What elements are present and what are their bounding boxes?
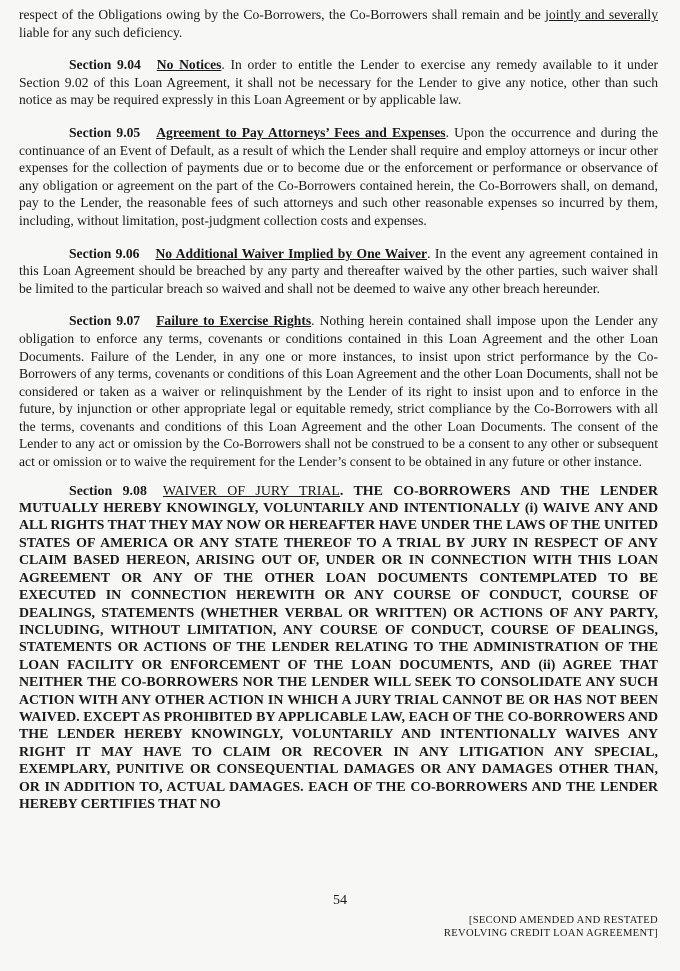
section-number: Section 9.08 <box>69 483 147 499</box>
section-body: . In order to entitle the Lender to exercise any remedy available to it under Section 9.02 of this Loan Agreement, it shall not be necessary for the Lender to give any notice, other than such notice as may be required expressly in this Loan Agreement or by applicable law. <box>19 57 659 108</box>
section-9-08 <box>19 483 658 814</box>
intro-text: respect of the Obligations owing by the Co-Borrowers, the Co-Borrowers shall remain and be <box>19 7 546 22</box>
section-title: WAIVER OF JURY TRIAL <box>162 483 340 499</box>
section-9-07 <box>19 312 658 470</box>
section-number: Section 9.05 <box>69 124 141 140</box>
section-9-05 <box>19 124 658 230</box>
section-title: No Notices <box>156 57 222 73</box>
section-body: . Nothing herein contained shall impose upon the Lender any obligation to enforce any terms, covenants or conditions contained in this Loan Agreement and the other Loan Documents. Failure of the Lender, in any one or more instances, to insist upon strict performance by the Co-Borrowers of any terms, covenants or conditions of this Loan Agreement and the other Loan Documents, shall not be considered or taken as a waiver or relinquishment by the Lender of its right to insist upon and to enforce in the future, by injunction or other appropriate legal or equitable remedy, strict compliance by the Co-Borrowers with all the terms, covenants and conditions of this Loan Agreement and the other Loan Documents. The consent of the Lender to any act or omission by the Co-Borrowers shall not be construed to be a consent to any other or subsequent act or omission or to waive the requirement for the Lender’s consent to be obtained in any future or other instance. <box>19 313 658 470</box>
document-footer <box>444 914 658 940</box>
section-title: No Additional Waiver Implied by One Waiver <box>155 245 428 261</box>
jointly-severally-phrase: jointly and severally <box>545 7 658 22</box>
footer-line-1: [SECOND AMENDED AND RESTATED <box>468 915 658 926</box>
section-number: Section 9.04 <box>69 57 141 73</box>
intro-text-end: liable for any such deficiency. <box>19 24 183 40</box>
section-body: . THE CO-BORROWERS AND THE LENDER MUTUALLY HEREBY KNOWINGLY, VOLUNTARILY AND INTENTIONALLY (i) WAIVE ANY AND ALL RIGHTS THAT THEY MAY NOW OR HEREAFTER HAVE UNDER THE LAWS OF THE UNITED STATES OF AMERICA OR ANY STATE THEREOF TO A TRIAL BY JURY IN RESPECT OF ANY CLAIM BASED HEREON, ARISING OUT OF, UNDER OR IN CONNECTION WITH THIS LOAN AGREEMENT OR ANY OF THE OTHER LOAN DOCUMENTS CONTEMPLATED TO BE EXECUTED IN CONNECTION HEREWITH OR ANY COURSE OF CONDUCT, COURSE OF DEALINGS, STATEMENTS (WHETHER VERBAL OR WRITTEN) OR ACTIONS OF ANY PARTY, INCLUDING, WITHOUT LIMITATION, ANY COURSE OF CONDUCT, COURSE OF DEALINGS, STATEMENTS OR ACTIONS OF THE LENDER RELATING TO THE ADMINISTRATION OF THE LOAN FACILITY OR ENFORCEMENT OF THE LOAN DOCUMENTS, AND (ii) AGREE THAT NEITHER THE CO-BORROWERS NOR THE LENDER WILL SEEK TO CONSOLIDATE ANY SUCH ACTION WITH ANY OTHER ACTION IN WHICH A JURY TRIAL CANNOT BE OR HAS NOT BEEN WAIVED. EXCEPT AS PROHIBITED BY APPLICABLE LAW, EACH OF THE CO-BORROWERS AND THE LENDER HEREBY KNOWINGLY, VOLUNTARILY AND INTENTIONALLY WAIVES ANY RIGHT IT MAY HAVE TO CLAIM OR RECOVER IN ANY LITIGATION ANY SPECIAL, EXEMPLARY, PUNITIVE OR CONSEQUENTIAL DAMAGES OR ANY DAMAGES OTHER THAN, OR IN ADDITION TO, ACTUAL DAMAGES. EACH OF THE CO-BORROWERS AND THE LENDER HEREBY CERTIFIES THAT NO <box>19 483 658 812</box>
section-body: . In the event any agreement contained in this Loan Agreement should be breached by any party and thereafter waived by the other parties, such waiver shall be limited to the particular breach so waived and shall not be deemed to waive any other breach hereunder. <box>19 245 658 296</box>
section-title: Agreement to Pay Attorneys’ Fees and Expenses <box>156 124 446 140</box>
intro-paragraph <box>19 6 658 41</box>
section-number: Section 9.06 <box>69 245 140 261</box>
section-9-04 <box>19 56 658 109</box>
section-title: Failure to Exercise Rights <box>156 313 312 329</box>
section-body: . Upon the occurrence and during the continuance of an Event of Default, as a result of which the Lender shall require and employ attorneys or incur other expenses for the collection of payments due or to become due or the enforcement or performance or observance of any obligation or agreement on the part of the Co-Borrowers contained herein, the Co-Borrowers shall, on demand, pay to the Lender, the reasonable fees of such attorneys and such other reasonable expenses so incurred by them, including, without limitation, post-judgment collection costs and expenses. <box>19 124 658 228</box>
footer-line-2: REVOLVING CREDIT LOAN AGREEMENT] <box>443 928 658 939</box>
page-number: 54 <box>333 893 347 908</box>
section-9-06 <box>19 245 658 298</box>
section-number: Section 9.07 <box>69 313 141 329</box>
